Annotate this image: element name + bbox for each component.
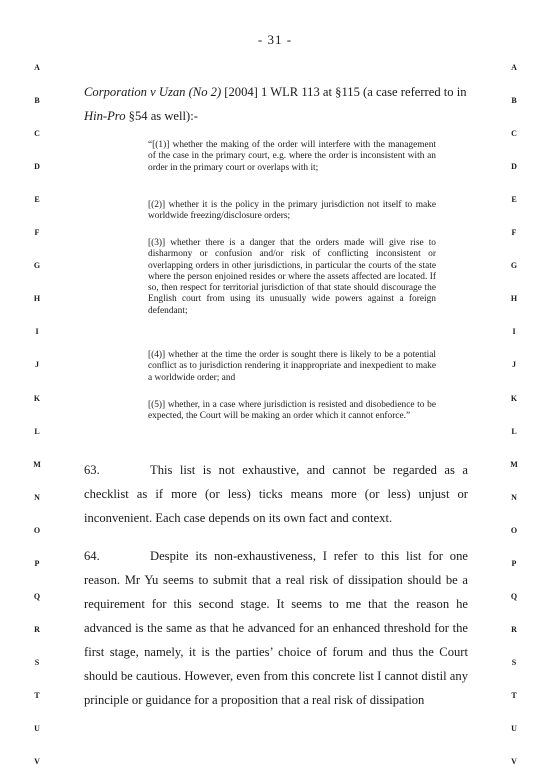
margin-letter-right-q: Q	[510, 591, 518, 601]
margin-letter-left-g: G	[33, 261, 41, 271]
margin-letter-left-v: V	[34, 757, 40, 767]
quote-item-2: [(2)] whether it is the policy in the primary jurisdiction not itself to make worldwide freezing/disclosure orders;	[148, 200, 436, 222]
margin-letter-left-o: O	[33, 525, 41, 535]
quote-item-3: [(3)] whether there is a danger that the orders made will give rise to disharmony or confusion and/or risk of conflicting inconsistent or overlapping orders in other jurisdictions, in particular the courts of the state where the person enjoined resides or where the assets affected are located. If so, then respect for territorial jurisdiction of that state should discourage the English court from using its unusually wide powers against a foreign defendant;	[148, 238, 436, 316]
case-name: Corporation v Uzan (No 2)	[84, 85, 222, 99]
margin-letter-right-l: L	[511, 426, 517, 436]
margin-letter-left-r: R	[34, 624, 40, 634]
reference-tail: §54 as well):-	[125, 109, 198, 123]
margin-letter-left-t: T	[34, 690, 40, 700]
margin-letter-right-h: H	[510, 294, 518, 304]
margin-letter-right-r: R	[511, 624, 517, 634]
margin-letter-left-c: C	[34, 129, 40, 139]
margin-letter-left-k: K	[33, 393, 41, 403]
paragraph-64	[84, 544, 468, 712]
margin-letter-right-n: N	[511, 492, 517, 502]
margin-letter-right-a: A	[511, 63, 517, 72]
paragraph-text: Despite its non-exhaustiveness, I refer to this list for one reason. Mr Yu seems to submit that a real risk of dissipation should be a requirement for this second stage. It seems to me that the reason he advanced is the same as that he advanced for an enhanced threshold for the first stage, namely, it is the parties’ choice of forum and thus the Court should be cautious. However, even from this concrete list I cannot distil any principle or guidance for a proposition that a real risk of dissipation	[84, 549, 468, 707]
margin-letter-left-j: J	[35, 360, 39, 370]
margin-letter-left-b: B	[34, 96, 40, 106]
paragraph-number: 63.	[84, 463, 100, 477]
margin-letter-right-k: K	[510, 393, 518, 403]
margin-letter-right-b: B	[511, 96, 517, 106]
margin-letter-left-a: A	[34, 63, 40, 72]
intro-paragraph	[84, 80, 468, 128]
margin-letter-left-u: U	[34, 724, 40, 733]
margin-letter-left-d: D	[34, 162, 40, 172]
margin-letter-right-i: I	[512, 327, 516, 337]
margin-letter-left-m: M	[33, 459, 41, 469]
margin-letter-left-f: F	[34, 228, 40, 238]
margin-letter-right-c: C	[511, 129, 517, 139]
margin-letter-right-t: T	[511, 690, 517, 700]
margin-letter-right-m: M	[510, 459, 518, 469]
margin-letter-right-v: V	[511, 757, 517, 767]
margin-letter-right-o: O	[510, 525, 518, 535]
quote-item-4: [(4)] whether at the time the order is sought there is likely to be a potential conflict as to jurisdiction rendering it inappropriate and inexpedient to make a worldwide order; and	[148, 350, 436, 383]
margin-letter-left-l: L	[34, 426, 40, 436]
margin-letter-right-e: E	[511, 195, 517, 205]
margin-letter-left-s: S	[34, 657, 40, 667]
margin-letter-left-e: E	[34, 195, 40, 205]
margin-letter-right-j: J	[512, 360, 516, 370]
case-citation: [2004] 1 WLR 113 at §115 (a case referred to in	[221, 85, 467, 99]
reference-case: Hin-Pro	[84, 109, 126, 123]
page-number: - 31 -	[257, 32, 293, 47]
margin-letter-right-f: F	[511, 228, 517, 238]
paragraph-63	[84, 458, 468, 530]
margin-letter-left-h: H	[33, 294, 41, 304]
margin-letter-left-p: P	[34, 558, 40, 568]
quote-item-5: [(5)] whether, in a case where jurisdiction is resisted and disobedience to be expected, the Court will be making an order which it cannot enforce.”	[148, 400, 436, 422]
paragraph-number: 64.	[84, 549, 100, 563]
margin-letter-right-g: G	[510, 261, 518, 271]
margin-letter-right-u: U	[511, 724, 517, 733]
paragraph-text: This list is not exhaustive, and cannot be regarded as a checklist as if more (or less) ticks means more (or less) unjust or inconvenient. Each case depends on its own fact and context.	[84, 463, 468, 525]
margin-letter-left-n: N	[34, 492, 40, 502]
quote-item-1: “[(1)] whether the making of the order will interfere with the management of the case in the primary court, e.g. where the order is inconsistent with an order in the primary court or overlaps with it;	[148, 140, 436, 173]
margin-letter-right-d: D	[511, 162, 517, 172]
margin-letter-right-p: P	[511, 558, 517, 568]
margin-letter-left-q: Q	[33, 591, 41, 601]
margin-letter-right-s: S	[511, 657, 517, 667]
margin-letter-left-i: I	[35, 327, 39, 337]
